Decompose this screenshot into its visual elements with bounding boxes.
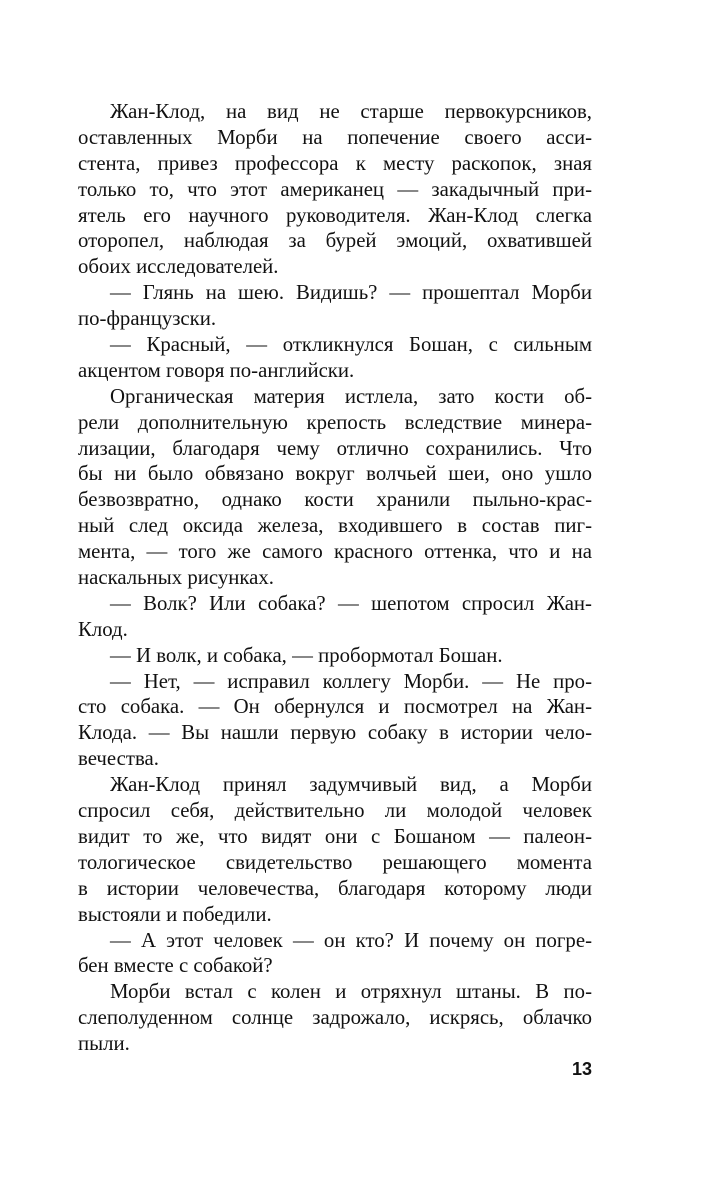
text-line: Клода. — Вы нашли первую собаку в истории чело- [78, 721, 592, 745]
text-line: Органическая материя истлела, зато кости об- [110, 384, 592, 408]
text-line: наскальных рисунках. [78, 566, 274, 590]
text-line: слеполуденном солнце задрожало, искрясь, облачко [78, 1006, 592, 1030]
text-line: акцентом говоря по-английски. [78, 358, 355, 382]
text-line: спросил себя, действительно ли молодой человек [78, 799, 592, 823]
text-line: мента, — того же самого красного оттенка, что и на [78, 540, 592, 564]
text-line: сто собака. — Он обернулся и посмотрел на Жан- [78, 695, 592, 719]
page-number: 13 [571, 1059, 592, 1079]
text-line: ный след оксида железа, входившего в состав пиг- [78, 514, 592, 538]
text-line: только то, что этот американец — закадычный при- [78, 177, 592, 201]
text-line: выстояли и победили. [78, 902, 272, 926]
text-line: ятель его научного руководителя. Жан-Клод слегка [78, 203, 592, 227]
text-line: оторопел, наблюдая за бурей эмоций, охватившей [78, 229, 592, 253]
text-line: пыли. [78, 1032, 130, 1056]
text-line: стента, привез профессора к месту раскопок, зная [78, 151, 592, 175]
text-line: тологическое свидетельство решающего момента [78, 850, 592, 874]
text-line: — Волк? Или собака? — шепотом спросил Жан- [110, 591, 592, 615]
text-line: в истории человечества, благодаря которому люди [78, 876, 592, 900]
text-line: — Глянь на шею. Видишь? — прошептал Морби [110, 281, 592, 305]
text-line: безвозвратно, однако кости хранили пыльно-крас- [78, 488, 592, 512]
text-line: обоих исследователей. [78, 255, 279, 279]
text-line: вечества. [78, 747, 159, 771]
text-line: Клод. [78, 617, 128, 641]
text-line: лизации, благодаря чему отлично сохранились. Что [78, 436, 592, 460]
text-line: бы ни было обвязано вокруг волчьей шеи, оно ушло [78, 462, 592, 486]
text-line: оставленных Морби на попечение своего асси- [78, 125, 592, 149]
body-text [78, 99, 592, 1057]
text-line: Жан-Клод, на вид не старше первокурсников, [110, 100, 592, 123]
text-line: Морби встал с колен и отряхнул штаны. В по- [110, 980, 592, 1004]
text-line: по-французски. [78, 307, 217, 331]
text-line: видит то же, что видят они с Бошаном — палеон- [78, 824, 592, 848]
text-line: бен вместе с собакой? [78, 954, 273, 978]
text-line: — И волк, и собака, — пробормотал Бошан. [110, 643, 503, 667]
text-line: — А этот человек — он кто? И почему он погре- [110, 928, 592, 952]
text-line: — Красный, — откликнулся Бошан, с сильным [110, 333, 592, 357]
text-line: — Нет, — исправил коллегу Морби. — Не про- [110, 669, 592, 693]
text-line: Жан-Клод принял задумчивый вид, а Морби [110, 773, 592, 797]
text-line: рели дополнительную крепость вследствие минера- [78, 410, 592, 434]
